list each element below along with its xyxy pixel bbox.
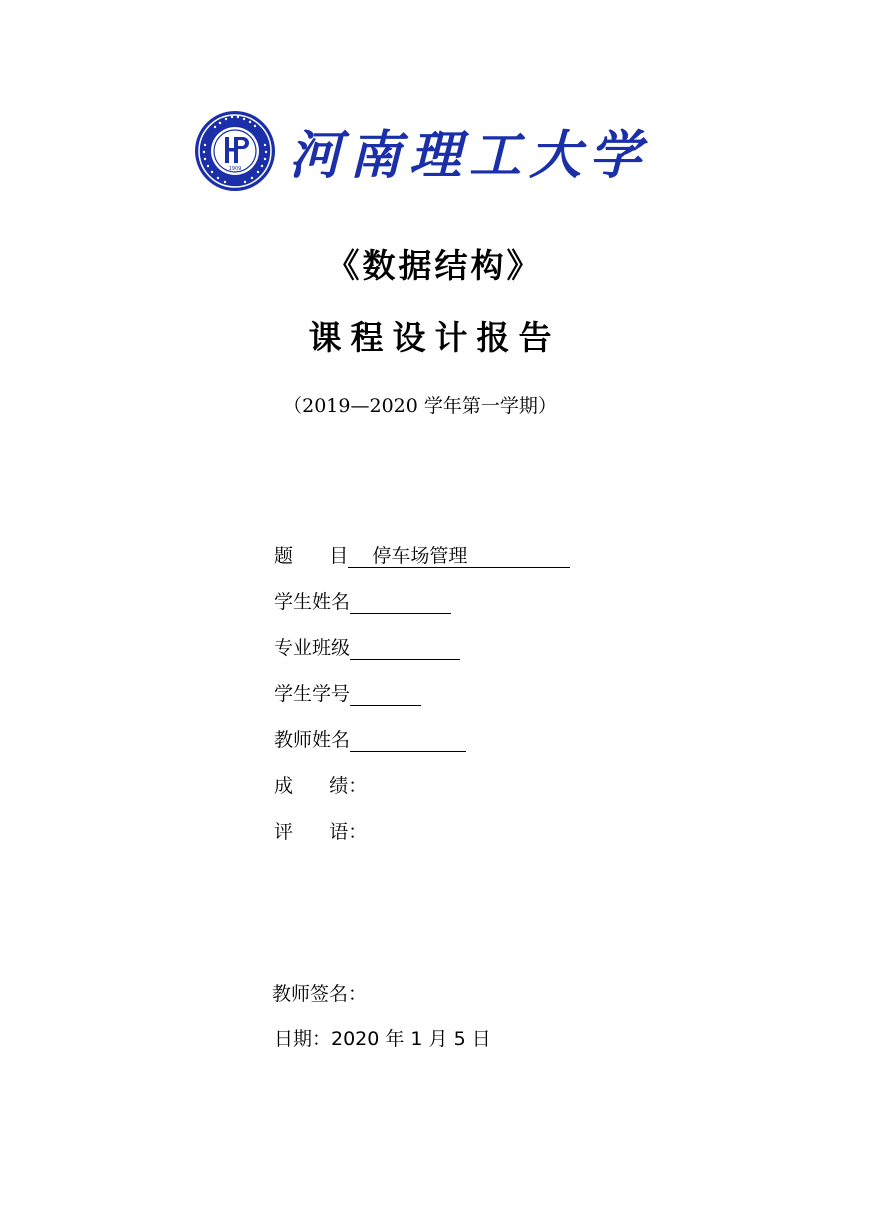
grade-row <box>274 752 694 798</box>
teacher-signature-label: 教师签名： <box>272 983 368 1005</box>
student-name-row <box>274 568 694 614</box>
class-value <box>350 637 460 660</box>
comment-row <box>274 798 694 844</box>
topic-label: 题 目 <box>274 545 349 567</box>
student-name-value <box>350 591 451 614</box>
date-text: 日期：2020 年 1 月 5 日 <box>274 1028 491 1050</box>
student-id-label: 学生学号 <box>274 683 351 705</box>
student-id-value <box>350 683 421 706</box>
report-title: 课程设计报告 <box>308 318 561 357</box>
university-seal-icon <box>193 109 277 193</box>
grade-label: 成 绩： <box>274 775 368 797</box>
student-name-label: 学生姓名 <box>274 591 351 613</box>
topic-value: 停车场管理 <box>348 545 570 568</box>
university-logo <box>193 107 650 197</box>
student-id-row <box>274 660 694 706</box>
class-label: 专业班级 <box>274 637 351 659</box>
university-wordmark <box>289 119 650 189</box>
topic-row <box>274 522 694 568</box>
semester-text: （2019—2020 学年第一学期） <box>283 395 557 417</box>
university-name-text: 河南理工大学 <box>289 125 650 186</box>
comment-label: 评 语： <box>274 821 368 843</box>
teacher-name-row <box>274 706 694 752</box>
class-row <box>274 614 694 660</box>
svg-text:1909: 1909 <box>228 166 242 172</box>
report-info-fields <box>274 522 694 844</box>
course-title: 《数据结构》 <box>326 246 543 285</box>
teacher-name-label: 教师姓名 <box>274 729 351 751</box>
teacher-name-value <box>350 729 466 752</box>
